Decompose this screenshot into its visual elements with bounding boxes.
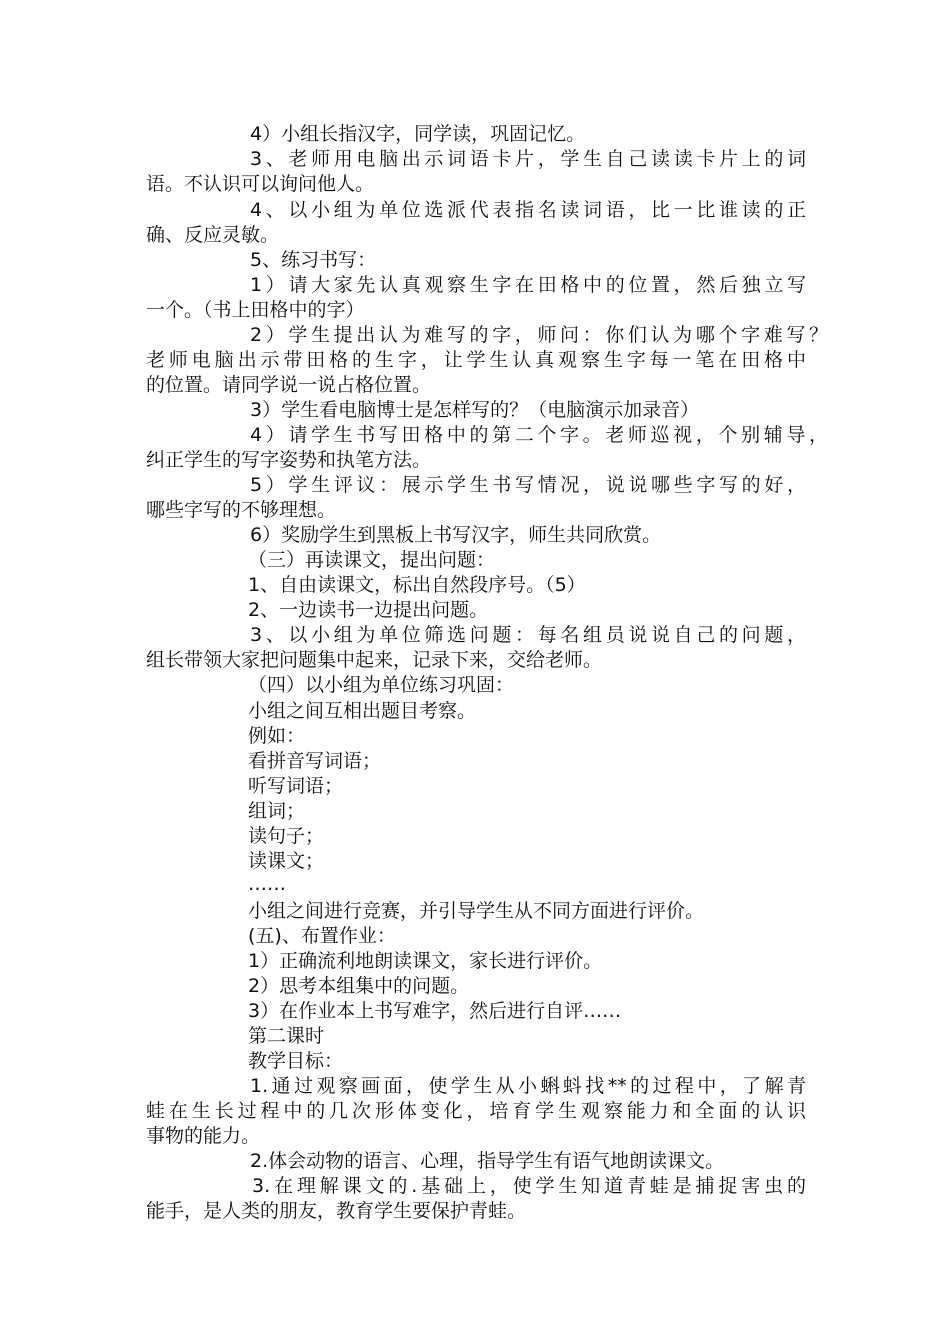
text-line: 2.体会动物的语言、心理，指导学生有语气地朗读课文。	[250, 1150, 725, 1172]
text-line: 小组之间互相出题目考察。	[248, 700, 477, 722]
text-line: 5）学生评议：展示学生书写情况，说说哪些字写的好，	[250, 474, 806, 496]
text-line: （四）以小组为单位练习巩固：	[248, 674, 515, 696]
text-line: 3）学生看电脑博士是怎样写的？（电脑演示加录音）	[250, 399, 700, 421]
text-line: 3、老师用电脑出示词语卡片，学生自己读读卡片上的词	[250, 148, 806, 170]
text-line: 语。不认识可以询问他人。	[146, 173, 375, 195]
text-line: 6）奖励学生到黑板上书写汉字，师生共同欣赏。	[250, 524, 662, 546]
text-line: 1、自由读课文，标出自然段序号。（5）	[248, 574, 586, 596]
text-line: 读课文；	[248, 850, 325, 872]
text-line: 的位置。请同学说一说占格位置。	[146, 374, 432, 396]
text-line: 2、一边读书一边提出问题。	[248, 599, 489, 621]
text-line: 1）正确流利地朗读课文，家长进行评价。	[248, 950, 603, 972]
text-line: 确、反应灵敏。	[146, 224, 280, 246]
text-line: 例如：	[248, 725, 306, 747]
text-line: 3.在理解课文的.基础上，使学生知道青蛙是捕捉害虫的	[252, 1175, 806, 1197]
text-line: 3）在作业本上书写难字，然后进行自评……	[248, 1000, 622, 1022]
text-line: ……	[248, 873, 286, 895]
text-line: 听写词语；	[248, 775, 344, 797]
text-line: （三）再读课文，提出问题：	[248, 549, 496, 571]
text-line: 小组之间进行竞赛，并引导学生从不同方面进行评价。	[248, 900, 705, 922]
text-line: 3、以小组为单位筛选问题：每名组员说说自己的问题，	[250, 624, 806, 646]
text-line: 4）小组长指汉字，同学读，巩固记忆。	[250, 123, 586, 145]
text-line: 能手，是人类的朋友，教育学生要保护青蛙。	[146, 1200, 527, 1222]
text-line: 4、以小组为单位选派代表指名读词语，比一比谁读的正	[250, 199, 806, 221]
text-line: 组词；	[248, 800, 306, 822]
text-line: 纠正学生的写字姿势和执笔方法。	[146, 449, 432, 471]
text-line: (五)、布置作业：	[248, 925, 396, 947]
text-line: 一个。（书上田格中的字）	[146, 299, 365, 321]
text-line: 组长带领大家把问题集中起来，记录下来，交给老师。	[146, 649, 603, 671]
text-line: 1.通过观察画面，使学生从小蝌蚪找**的过程中，了解青	[250, 1075, 806, 1097]
text-line: 5、练习书写：	[250, 249, 377, 271]
text-line: 老师电脑出示带田格的生字，让学生认真观察生字每一笔在田格中	[146, 349, 806, 371]
text-line: 2）学生提出认为难写的字，师问：你们认为哪个字难写？	[250, 324, 828, 346]
text-line: 蛙在生长过程中的几次形体变化，培育学生观察能力和全面的认识	[146, 1100, 806, 1122]
text-line: 教学目标：	[248, 1050, 344, 1072]
text-line: 哪些字写的不够理想。	[146, 499, 337, 521]
text-line: 2）思考本组集中的问题。	[248, 975, 470, 997]
text-line: 看拼音写词语；	[248, 750, 382, 772]
text-line: 事物的能力。	[146, 1125, 261, 1147]
text-line: 第二课时	[248, 1025, 325, 1047]
text-line: 1）请大家先认真观察生字在田格中的位置，然后独立写	[250, 274, 806, 296]
text-line: 4）请学生书写田格中的第二个字。老师巡视，个别辅导，	[250, 424, 828, 446]
text-line: 读句子；	[248, 825, 325, 847]
